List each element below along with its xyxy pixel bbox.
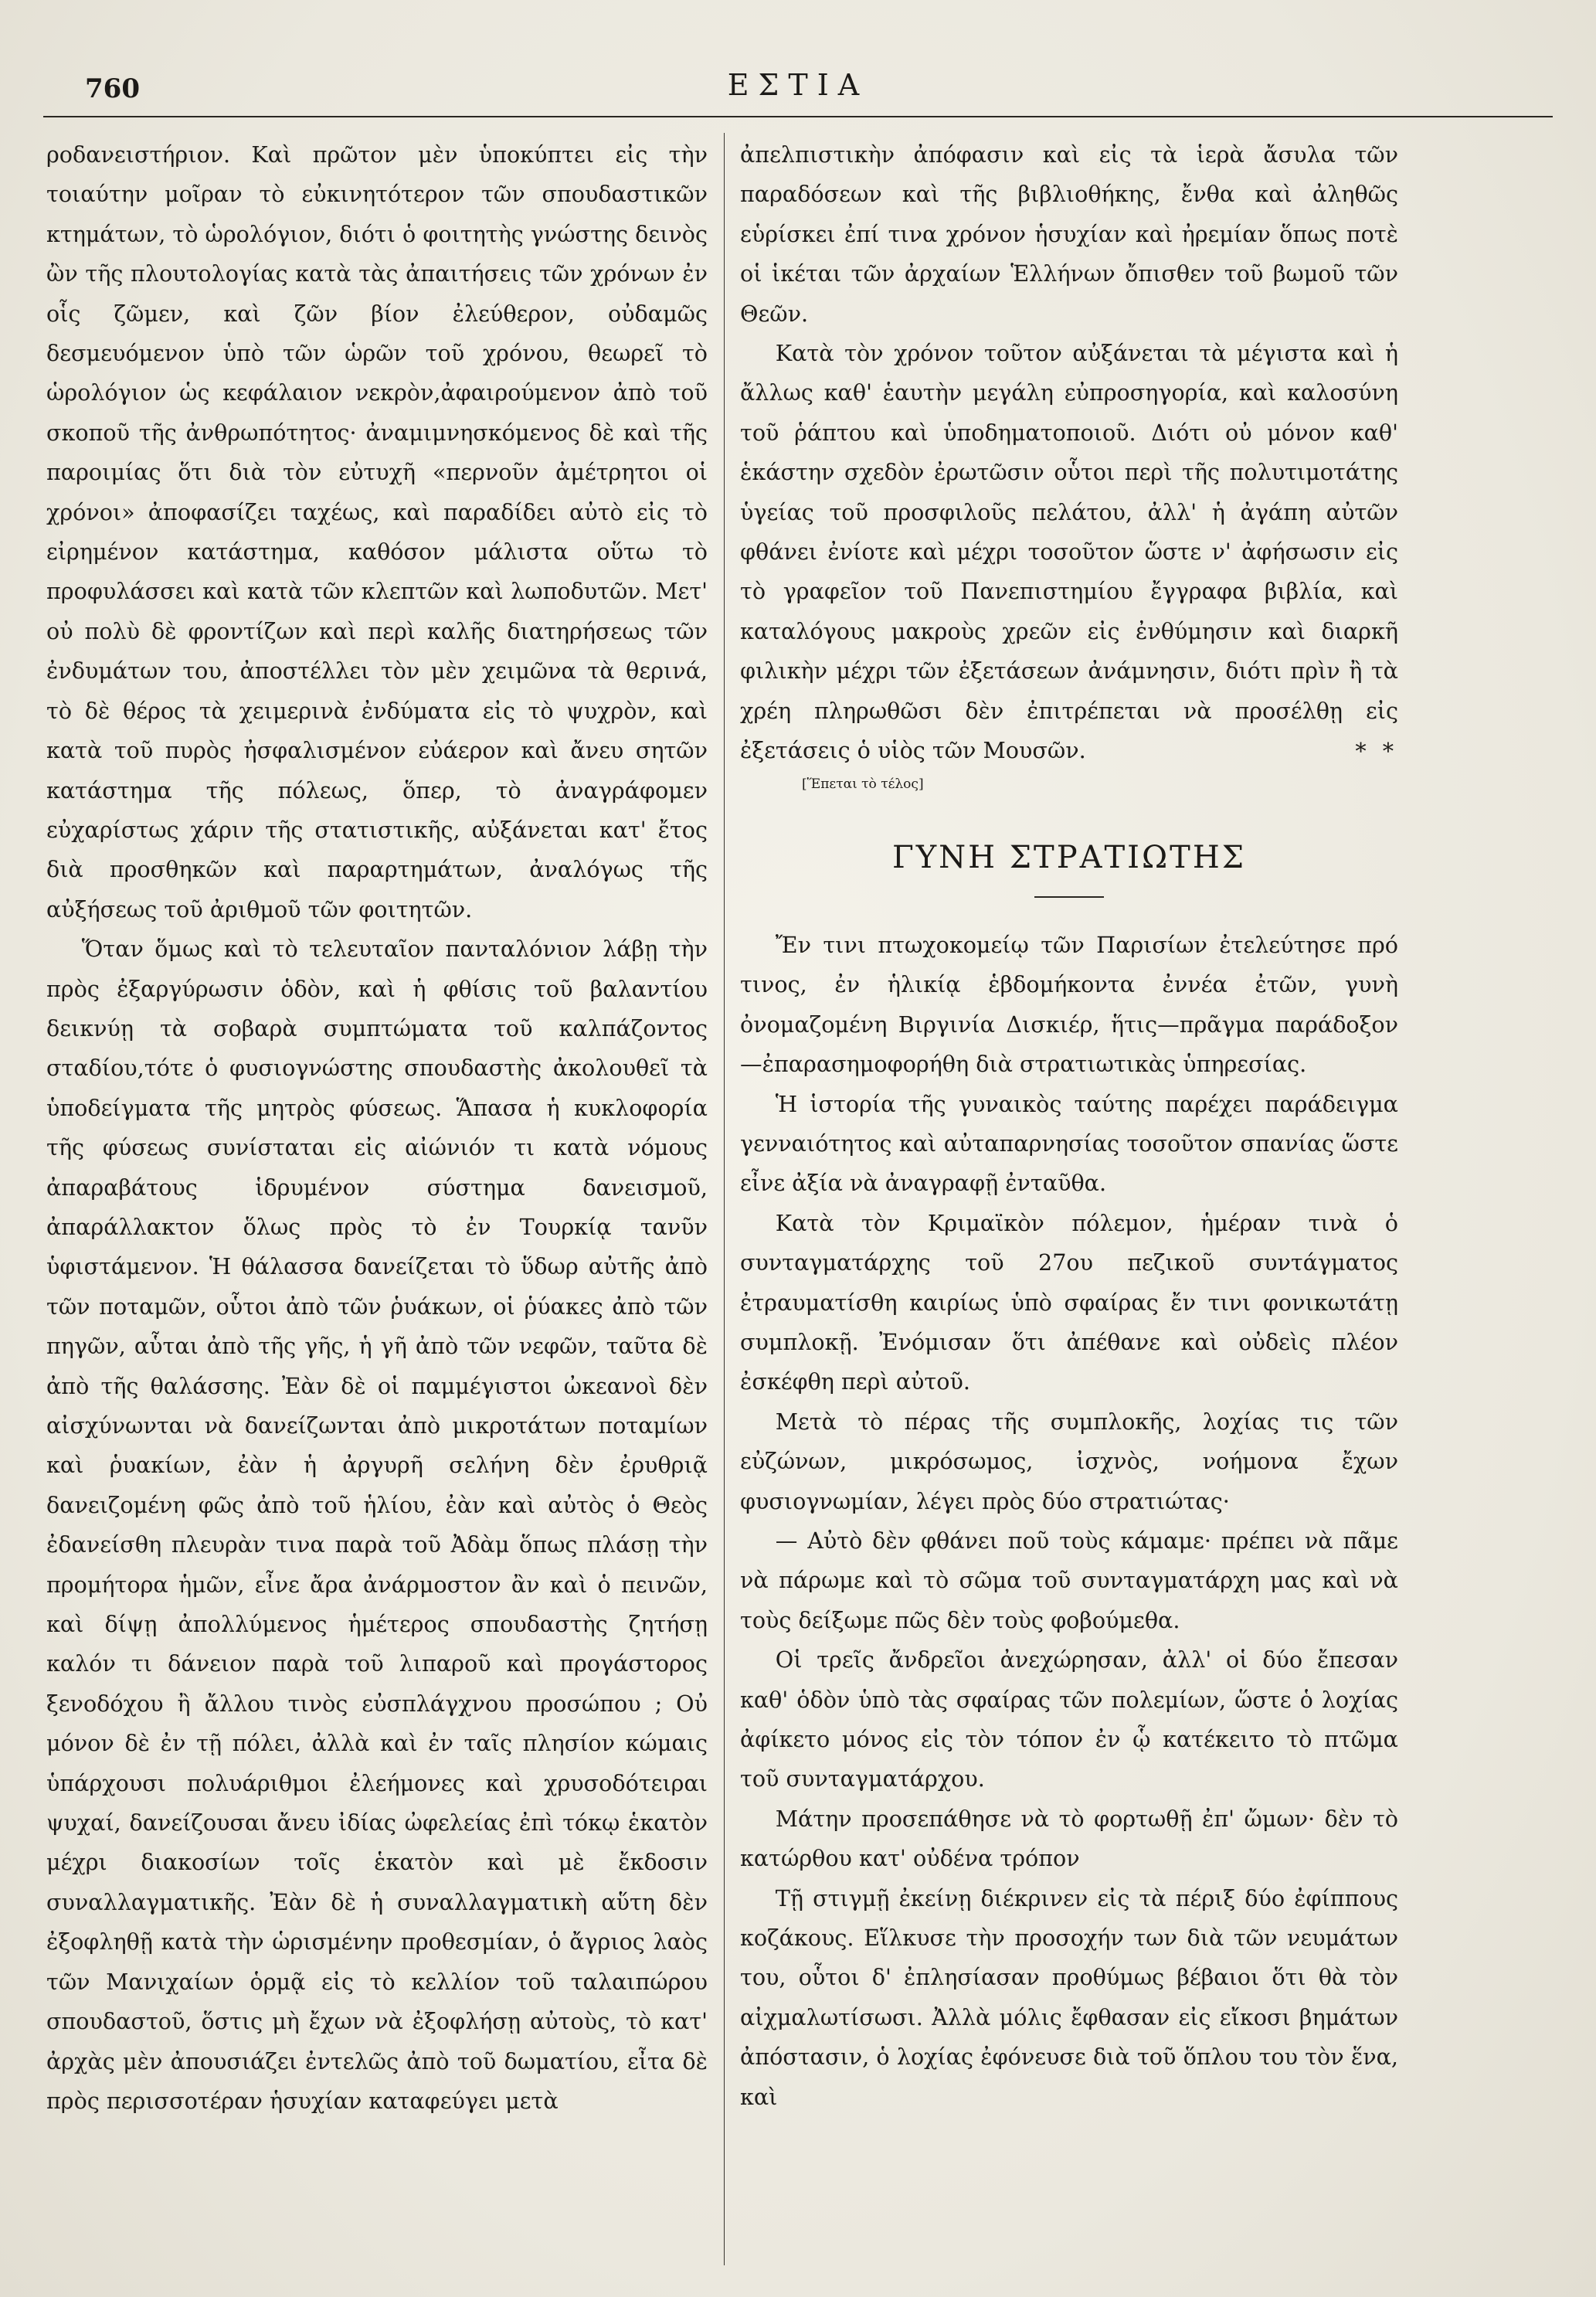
article-paragraph: Ἡ ἱστορία τῆς γυναικὸς ταύτης παρέχει παράδειγμα γενναιότητος καὶ αὐταπαρνησίας τοσοῦτον σπανίας ὥστε εἶνε ἀξία νὰ ἀναγραφῇ ἐνταῦθα. <box>740 1090 1398 1197</box>
article-paragraph: Ἔν τινι πτωχοκομείῳ τῶν Παρισίων ἐτελεύτησε πρό τινος, ἐν ἡλικίᾳ ἑβδομήκοντα ἐννέα ἐτῶν, γυνὴ ὀνομαζομένη Βιργινία Δισκιέρ, ἥτις—πρᾶγμα παράδοξον—ἐπαρασημοφορήθη διὰ στρατιωτικὰς ὑπηρεσίας. <box>740 931 1398 1078</box>
article-paragraph: Μετὰ τὸ πέρας τῆς συμπλοκῆς, λοχίας τις τῶν εὐζώνων, μικρόσωμος, ἰσχνὸς, νοήμονα ἔχων φυσιογνωμίαν, λέγει πρὸς δύο στρατιώτας· <box>740 1408 1398 1514</box>
right-column <box>740 135 1398 2117</box>
continuation-note: [Ἕπεται τὸ τέλος] <box>802 776 924 792</box>
left-column <box>46 135 708 2121</box>
column-divider <box>724 133 725 2265</box>
article-paragraph: Κατὰ τὸν Κριμαϊκὸν πόλεμον, ἡμέραν τινὰ ὁ συνταγματάρχης τοῦ 27ου πεζικοῦ συντάγματος ἐτραυματίσθη καιρίως ὑπὸ σφαίρας ἔν τινι φονικωτάτῃ συμπλοκῇ. Ἐνόμισαν ὅτι ἀπέθανε καὶ οὐδεὶς πλέον ἐσκέφθη περὶ αὐτοῦ. <box>740 1209 1398 1395</box>
article-paragraph: — Αὐτὸ δὲν φθάνει ποῦ τοὺς κάμαμε· πρέπει νὰ πᾶμε νὰ πάρωμε καὶ τὸ σῶμα τοῦ συνταγματάρχη μας καὶ νὰ τοὺς δείξωμε πῶς δὲν τοὺς φοβούμεθα. <box>740 1527 1398 1633</box>
author-signature: * * <box>1355 737 1398 764</box>
article-paragraph: Μάτην προσεπάθησε νὰ τὸ φορτωθῇ ἐπ' ὤμων· δὲν τὸ κατώρθου κατ' οὐδένα τρόπον <box>740 1805 1398 1872</box>
left-paragraph: ροδανειστήριον. Καὶ πρῶτον μὲν ὑποκύπτει εἰς τὴν τοιαύτην μοῖραν τὸ εὐκινητότερον τῶν σπουδαστικῶν κτημάτων, τὸ ὡρολόγιον, διότι ὁ φοιτητὴς γνώστης δεινὸς ὢν τῆς πλουτολογίας κατὰ τὰς ἀπαιτήσεις τῶν χρόνων ἐν οἷς ζῶμεν, καὶ ζῶν βίον ἐλεύθερον, οὐδαμῶς δεσμευόμενον ὑπὸ τῶν ὡρῶν τοῦ χρόνου, θεωρεῖ τὸ ὡρολόγιον ὡς κεφάλαιον νεκρὸν,ἀφαιρούμενον ἀπὸ τοῦ σκοποῦ τῆς ἀνθρωπότητος· ἀναμιμνησκόμενος δὲ καὶ τῆς παροιμίας ὅτι διὰ τὸν εὐτυχῆ «περνοῦν ἀμέτρητοι οἱ χρόνοι» ἀποφασίζει ταχέως, καὶ παραδίδει αὐτὸ εἰς τὸ εἰρημένον κατάστημα, καθόσον μάλιστα οὕτω τὸ προφυλάσσει καὶ κατὰ τῶν κλεπτῶν καὶ λωποδυτῶν. Μετ' οὐ πολὺ δὲ φροντίζων καὶ περὶ καλῆς διατηρήσεως τῶν ἐνδυμάτων του, ἀποστέλλει τὸν μὲν χειμῶνα τὰ θερινά, τὸ δὲ θέρος τὰ χειμερινὰ ἐνδύματα εἰς τὸ ψυχρὸν, καὶ κατὰ τοῦ πυρὸς ἠσφαλισμένον εὐάερον καὶ ἄνευ σητῶν κατάστημα τῆς πόλεως, ὅπερ, τὸ ἀναγράφομεν εὐχαρίστως χάριν τῆς στατιστικῆς, αὐξάνεται κατ' ἔτος διὰ προσθηκῶν καὶ παραρτημάτων, ἀναλόγως τῆς αὐξήσεως τοῦ ἀριθμοῦ τῶν φοιτητῶν. <box>46 141 708 923</box>
article-paragraph: Οἱ τρεῖς ἄνδρεῖοι ἀνεχώρησαν, ἀλλ' οἱ δύο ἔπεσαν καθ' ὁδὸν ὑπὸ τὰς σφαίρας τῶν πολεμίων, ὥστε ὁ λοχίας ἀφίκετο μόνος εἰς τὸν τόπον ἐν ᾧ κατέκειτο τὸ πτῶμα τοῦ συνταγματάρχου. <box>740 1646 1398 1792</box>
header-rule <box>43 116 1553 117</box>
article-title: ΓΥΝΗ ΣΤΡΑΤΙΩΤΗΣ <box>891 839 1246 875</box>
page-number: 760 <box>85 73 140 104</box>
right-paragraph: ἀπελπιστικὴν ἀπόφασιν καὶ εἰς τὰ ἱερὰ ἄσυλα τῶν παραδόσεων καὶ τῆς βιβλιοθήκης, ἔνθα καὶ ἀληθῶς εὑρίσκει ἐπί τινα χρόνον ἡσυχίαν καὶ ἠρεμίαν ὅπως ποτὲ οἱ ἱκέται τῶν ἀρχαίων Ἑλλήνων ὄπισθεν τοῦ βωμοῦ τῶν Θεῶν. <box>740 141 1398 327</box>
article-paragraph: Τῇ στιγμῇ ἐκείνῃ διέκρινεν εἰς τὰ πέριξ δύο ἐφίππους κοζάκους. Εἵλκυσε τὴν προσοχήν των διὰ τῶν νευμάτων του, οὗτοι δ' ἐπλησίασαν προθύμως βέβαιοι ὅτι θὰ τὸν αἰχμαλωτίσωσι. Ἀλλὰ μόλις ἔφθασαν εἰς εἴκοσι βημάτων ἀπόστασιν, ὁ λοχίας ἐφόνευσε διὰ τοῦ ὅπλου του τὸν ἕνα, καὶ <box>740 1884 1398 2110</box>
left-paragraph: Ὅταν ὅμως καὶ τὸ τελευταῖον πανταλόνιον λάβῃ τὴν πρὸς ἐξαργύρωσιν ὁδὸν, καὶ ἡ φθίσις τοῦ βαλαντίου δεικνύῃ τὰ σοβαρὰ συμπτώματα τοῦ καλπάζοντος σταδίου,τότε ὁ φυσιογνώστης σπουδαστὴς ἀκολουθεῖ τὰ ὑποδείγματα τῆς μητρὸς φύσεως. Ἅπασα ἡ κυκλοφορία τῆς φύσεως συνίσταται εἰς αἰώνιόν τι κατὰ νόμους ἀπαραβάτους ἱδρυμένον σύστημα δανεισμοῦ, ἀπαράλλακτον ὅλως πρὸς τὸ ἐν Τουρκίᾳ τανῦν ὑφιστάμενον. Ἡ θάλασσα δανείζεται τὸ ὕδωρ αὐτῆς ἀπὸ τῶν ποταμῶν, οὗτοι ἀπὸ τῶν ῥυάκων, οἱ ῥύακες ἀπὸ τῶν πηγῶν, αὗται ἀπὸ τῆς γῆς, ἡ γῆ ἀπὸ τῶν νεφῶν, ταῦτα δὲ ἀπὸ τῆς θαλάσσης. Ἐὰν δὲ οἱ παμμέγιστοι ὠκεανοὶ δὲν αἰσχύνωνται νὰ δανείζωνται ἀπὸ μικροτάτων ποταμίων καὶ ῥυακίων, ἐὰν ἡ ἀργυρῆ σελήνη δὲν ἐρυθριᾷ δανειζομένη φῶς ἀπὸ τοῦ ἡλίου, ἐὰν καὶ αὐτὸς ὁ Θεὸς ἐδανείσθη πλευρὰν τινα παρὰ τοῦ Ἀδὰμ ὅπως πλάσῃ τὴν προμήτορα ἡμῶν, εἶνε ἄρα ἀνάρμοστον ἂν καὶ ὁ πεινῶν, καὶ δίψῃ ἀπολλύμενος ἡμέτερος σπουδαστὴς ζητήσῃ καλόν τι δάνειον παρὰ τοῦ λιπαροῦ καὶ προγάστορος ξενοδόχου ἢ ἄλλου τινὸς εὐσπλάγχνου προσώπου ; Οὐ μόνον δὲ ἐν τῇ πόλει, ἀλλὰ καὶ ἐν ταῖς πλησίον κώμαις ὑπάρχουσι πολυάριθμοι ἐλεήμονες καὶ χρυσοδότειραι ψυχαί, δανείζουσαι ἄνευ ἰδίας ὠφελείας ἐπὶ τόκῳ ἑκατὸν μέχρι διακοσίων τοῖς ἑκατὸν καὶ μὲ ἔκδοσιν συναλλαγματικῆς. Ἐὰν δὲ ἡ συναλλαγματικὴ αὕτη δὲν ἐξοφληθῇ κατὰ τὴν ὡρισμένην προθεσμίαν, ὁ ἄγριος λαὸς τῶν Μανιχαίων ὁρμᾷ εἰς τὸ κελλίον τοῦ ταλαιπώρου σπουδαστοῦ, ὅστις μὴ ἔχων νὰ ἐξοφλήσῃ αὐτοὺς, τὸ κατ' ἀρχὰς μὲν ἀπουσιάζει ἐντελῶς ἀπὸ τοῦ δωματίου, εἶτα δὲ πρὸς περισσοτέραν ἡσυχίαν καταφεύγει μετὰ <box>46 936 708 2114</box>
title-rule <box>1034 896 1104 898</box>
running-head-title: ΕΣΤΙΑ <box>727 68 869 102</box>
right-paragraph: Κατὰ τὸν χρόνον τοῦτον αὐξάνεται τὰ μέγιστα καὶ ἡ ἄλλως καθ' ἑαυτὴν μεγάλη εὐπροσηγορία, καὶ καλοσύνη τοῦ ῥάπτου καὶ ὑποδηματοποιοῦ. Διότι οὐ μόνον καθ' ἑκάστην σχεδὸν ἐρωτῶσιν οὗτοι περὶ τῆς πολυτιμοτάτης ὑγείας τοῦ προσφιλοῦς πελάτου, ἀλλ' ἡ ἀγάπη αὐτῶν φθάνει ἐνίοτε καὶ μέχρι τοσοῦτον ὥστε ν' ἀφήσωσιν εἰς τὸ γραφεῖον τοῦ Πανεπιστημίου ἔγγραφα βιβλία, καὶ καταλόγους μακροὺς χρεῶν εἰς ἐνθύμησιν καὶ διαρκῆ φιλικὴν μέχρι τῶν ἐξετάσεων ἀνάμνησιν, διότι πρὶν ἢ τὰ χρέη πληρωθῶσι δὲν ἐπιτρέπεται νὰ προσέλθῃ εἰς ἐξετάσεις ὁ υἱὸς τῶν Μουσῶν. <box>740 340 1398 764</box>
